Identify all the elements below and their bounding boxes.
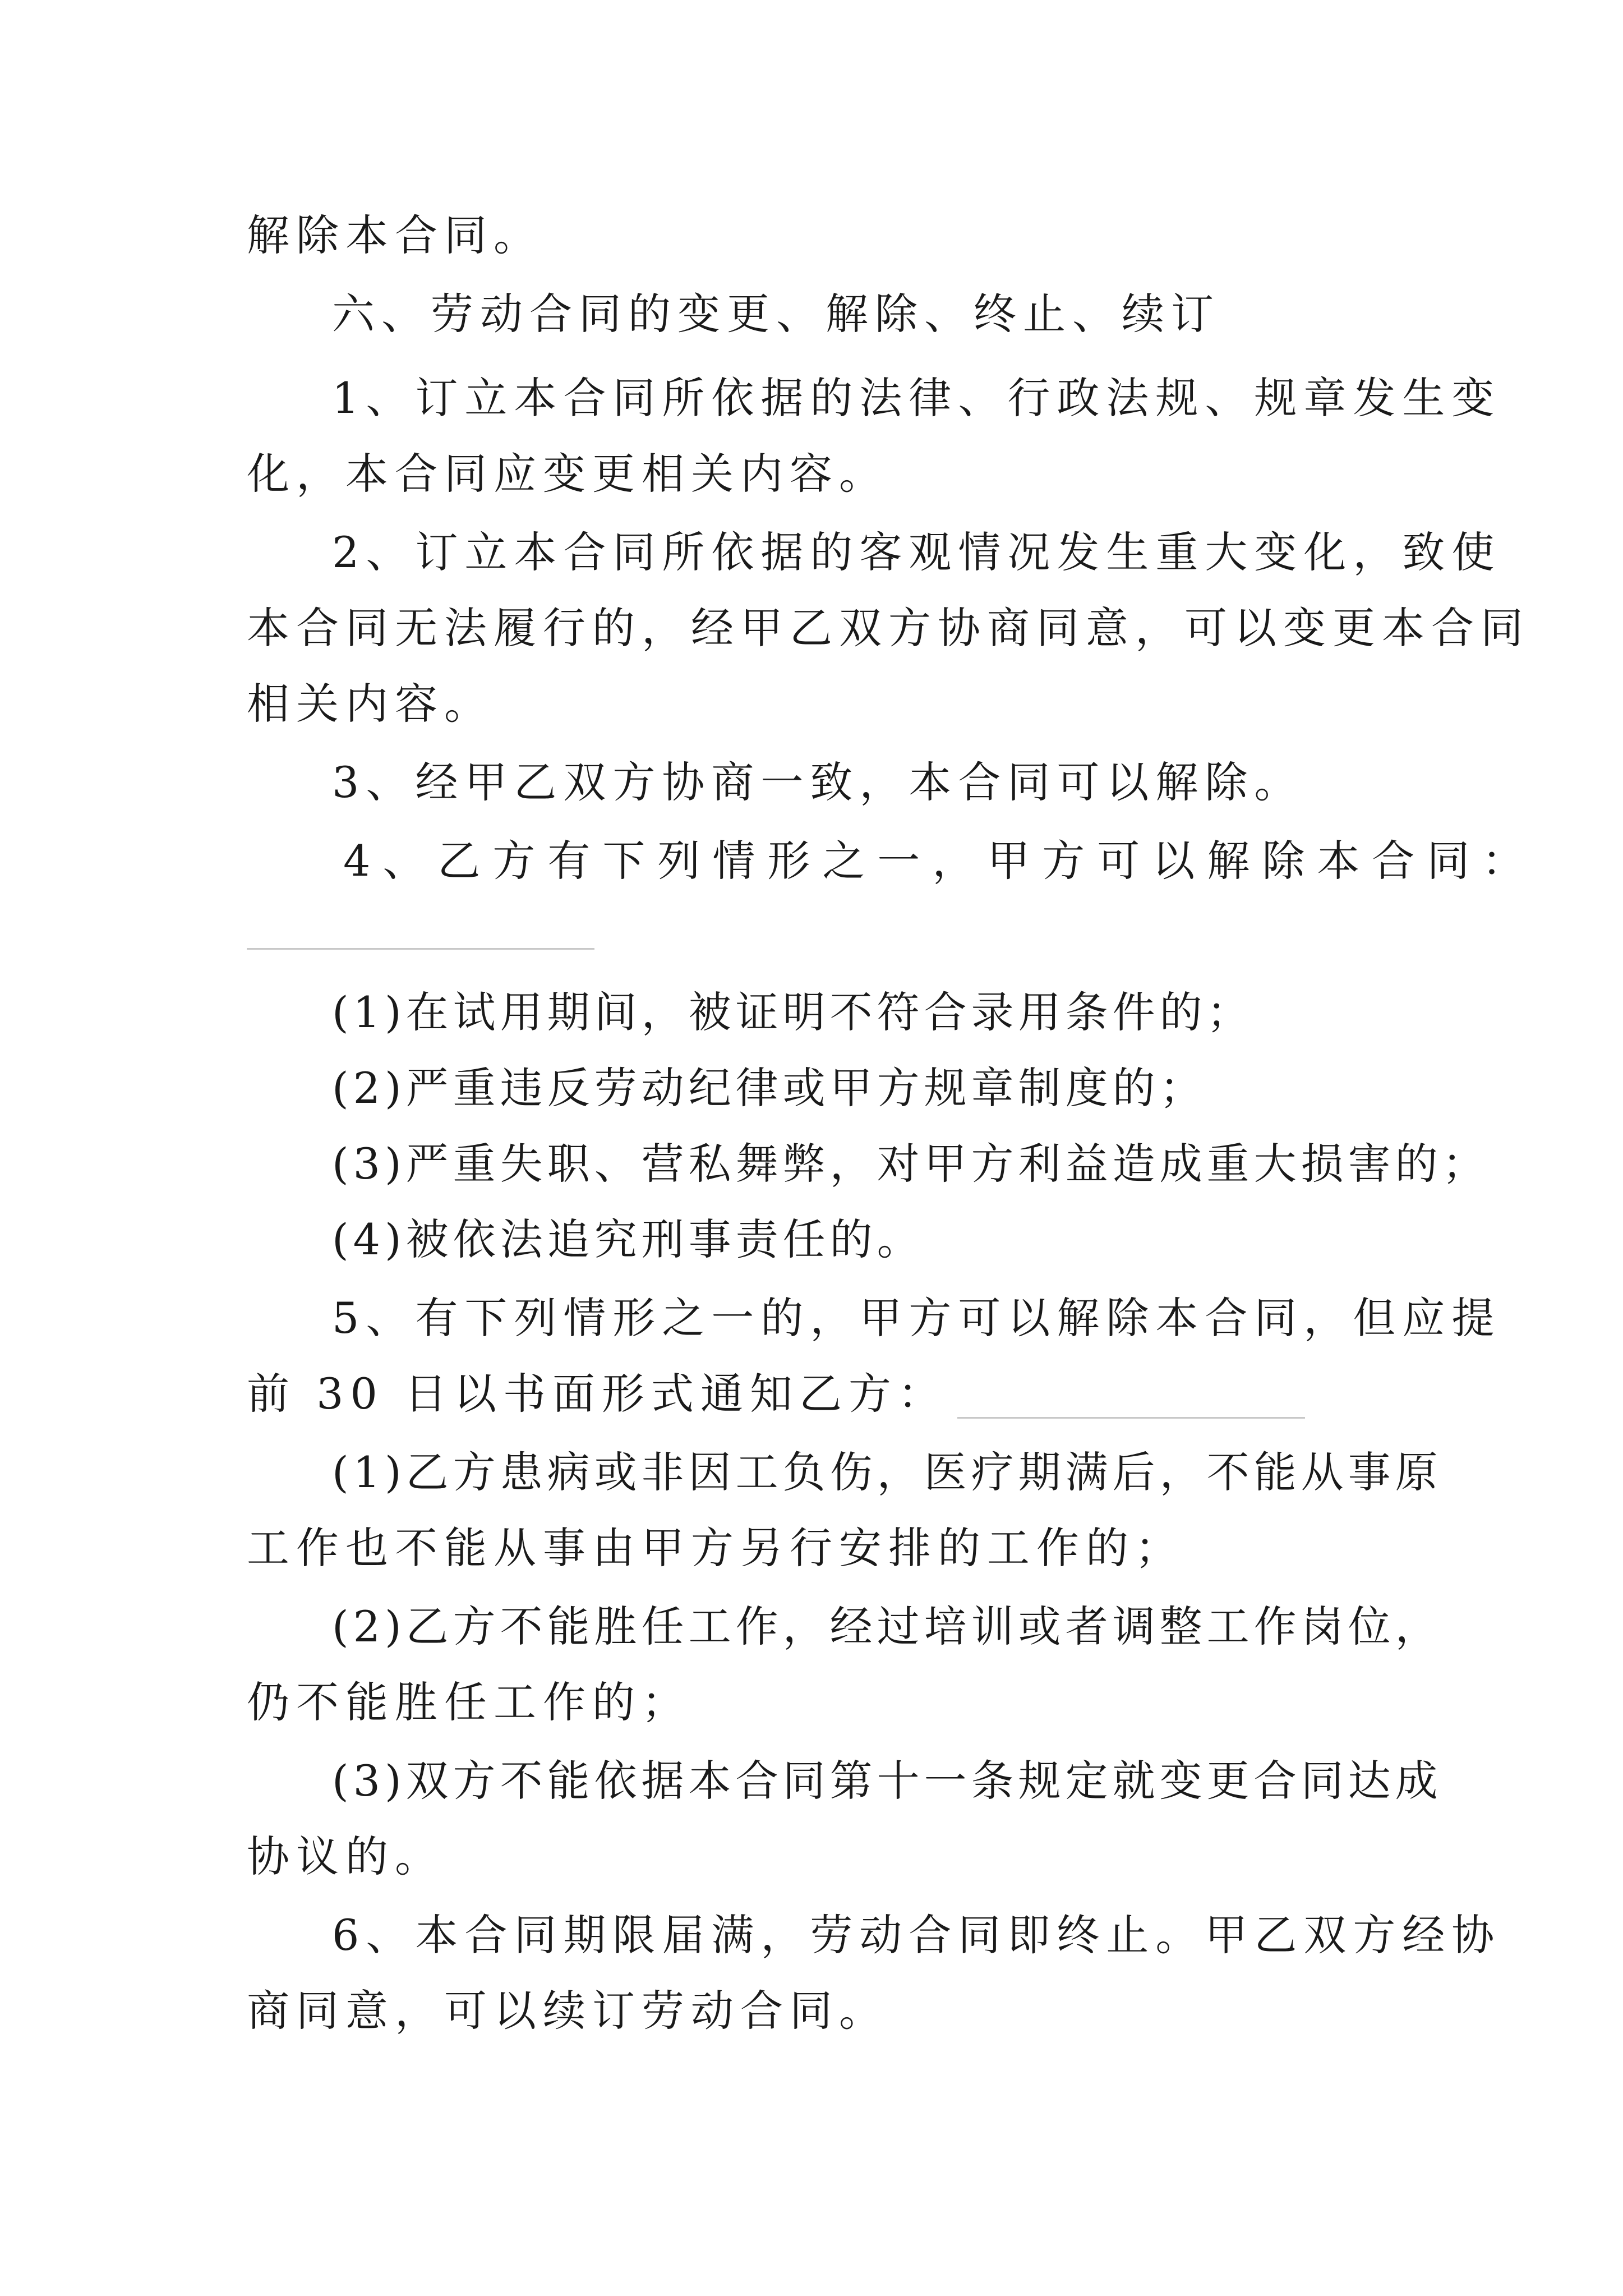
clause-4-item-1: (1)在试用期间，被证明不符合录用条件的； <box>332 987 1254 1037</box>
clause-2-line-2: 本合同无法履行的，经甲乙双方协商同意，可以变更本合同 <box>247 603 1530 653</box>
clause-5-item-3-line-2: 协议的。 <box>247 1832 444 1881</box>
clause-5-line-1: 5、有下列情形之一的，甲方可以解除本合同，但应提 <box>332 1293 1501 1343</box>
clause-5-line-2-text: 前 30 日以书面形式通知乙方： <box>247 1369 948 1419</box>
clause-4-line-1: 4、乙方有下列情形之一，甲方可以解除本合同： <box>343 836 1537 886</box>
clause-5-item-3-line-1: (3)双方不能依据本合同第十一条规定就变更合同达成 <box>332 1756 1442 1806</box>
clause-4-item-3: (3)严重失职、营私舞弊，对甲方利益造成重大损害的； <box>332 1139 1490 1189</box>
blank-fill-line <box>957 1417 1305 1419</box>
clause-2-line-3: 相关内容。 <box>247 679 494 729</box>
clause-2-line-1: 2、订立本合同所依据的客观情况发生重大变化，致使 <box>332 527 1501 577</box>
clause-5-item-1-line-1: (1)乙方患病或非因工负伤，医疗期满后，不能从事原 <box>332 1447 1442 1497</box>
clause-6-line-1: 6、本合同期限届满，劳动合同即终止。甲乙双方经协 <box>332 1910 1501 1960</box>
clause-4-item-2: (2)严重违反劳动纪律或甲方规章制度的； <box>332 1063 1207 1113</box>
section-heading: 六、劳动合同的变更、解除、终止、续订 <box>332 289 1220 339</box>
clause-5-item-2-line-2: 仍不能胜任工作的； <box>247 1677 691 1727</box>
clause-5-item-1-line-2: 工作也不能从事由甲方另行安排的工作的； <box>247 1523 1184 1573</box>
text-line: 解除本合同。 <box>247 210 543 260</box>
clause-1-line-2: 化，本合同应变更相关内容。 <box>247 449 888 499</box>
clause-1-line-1: 1、订立本合同所依据的法律、行政法规、规章发生变 <box>332 373 1501 423</box>
clause-5-item-2-line-1: (2)乙方不能胜任工作，经过培训或者调整工作岗位， <box>332 1602 1442 1651</box>
clause-4-item-4: (4)被依法追究刑事责任的。 <box>332 1214 924 1264</box>
clause-5-line-2 <box>247 1366 1305 1422</box>
clause-6-line-2: 商同意，可以续订劳动合同。 <box>247 1986 888 2036</box>
separator-rule <box>247 948 594 950</box>
clause-3-line-1: 3、经甲乙双方协商一致，本合同可以解除。 <box>332 757 1304 807</box>
